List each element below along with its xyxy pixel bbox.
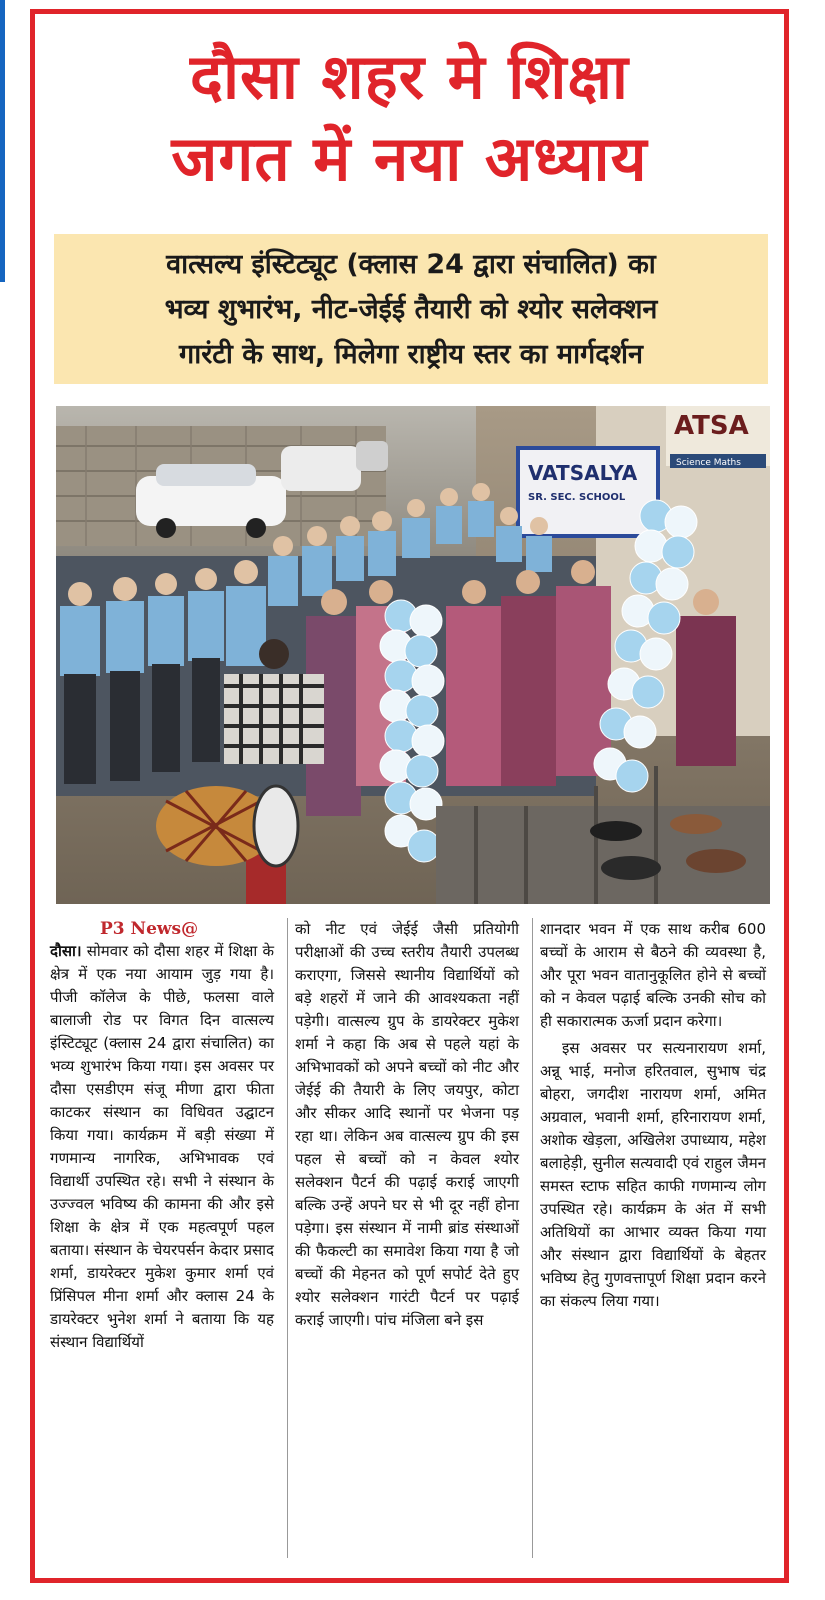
subheadline-line-3: गारंटी के साथ, मिलेगा राष्ट्रीय स्तर का मार्गदर्शन bbox=[179, 339, 643, 370]
article-column-3-para-2: इस अवसर पर सत्यनारायण शर्मा, अन्नू भाई, मनोज हरितवाल, सुभाष चंद्र बोहरा, जगदीश नारायण शर्मा, अमित अग्रवाल, भवानी शर्मा, हरिनारायण शर्मा, अशोक खेड़ला, अखिलेश उपाध्याय, महेश बलाहेड़ी, सुनील सत्यवादी एवं राहुल जैमन समस्त स्टाफ सहित काफी गणमान्य लोग उपस्थित रहे। कार्यक्रम के अंत में सभी अतिथियों का आभार व्यक्त किया गया और संस्थान द्वारा विद्यार्थियों के बेहतर भविष्य हेतु गुणवत्तापूर्ण शिक्षा प्रदान करने का संकल्प लिया गया। bbox=[540, 1039, 766, 1310]
school-sign-name: VATSALYA bbox=[528, 461, 638, 485]
dhol-drum bbox=[156, 786, 298, 866]
subheadline-line-1: वात्सल्य इंस्टिट्यूट (क्लास 24 द्वारा संचालित) का bbox=[166, 249, 656, 280]
article-column-3 bbox=[540, 918, 766, 1313]
article-column-1 bbox=[50, 918, 274, 1354]
left-accent-bar bbox=[0, 0, 5, 282]
article-body bbox=[40, 918, 780, 1568]
article-column-2-text: को नीट एवं जेईई जैसी प्रतियोगी परीक्षाओं की उच्च स्तरीय तैयारी उपलब्ध कराएगा, जिससे स्थानीय विद्यार्थियों को बड़े शहरों में जाने की आवश्यकता नहीं पड़ेगी। वात्सल्य ग्रुप के डायरेक्टर मुकेश शर्मा ने कहा कि अब से पहले यहां के अभिभावकों को अपने बच्चों को नीट और जेईई की तैयारी के लिए जयपुर, कोटा और सीकर आदि स्थानों पर भेजना पड़ रहा था। लेकिन अब वात्सल्य ग्रुप की इस पहल से बच्चों को न केवल श्योर सलेक्शन पैटर्न की पढ़ाई कराई जाएगी बल्कि उन्हें अपने घर से भी दूर नहीं होना पड़ेगा। इस संस्थान में नामी ब्रांड संस्थाओं की फैकल्टी का समावेश किया गया है जो बच्चों की मेहनत को पूर्ण सपोर्ट देते हुए श्योर सलेक्शन गारंटी पैटर्न पर पढ़ाई कराई जाएगी। पांच मंजिला बने इस bbox=[295, 920, 519, 1329]
event-photo bbox=[56, 406, 770, 904]
subheadline-box bbox=[54, 234, 768, 384]
subheadline-line-2: भव्य शुभारंभ, नीट-जेईई तैयारी को श्योर सलेक्शन bbox=[164, 294, 658, 325]
headline-line-1: दौसा शहर मे शिक्षा bbox=[190, 40, 629, 113]
article-column-1-text: सोमवार को दौसा शहर में शिक्षा के क्षेत्र में एक नया आयाम जुड़ गया है। पीजी कॉलेज के पीछे, फलसा वाले बालाजी रोड पर विगत दिन वात्सल्य इंस्टिट्यूट (क्लास 24 द्वारा संचालित) का भव्य शुभारंभ किया गया। इस अवसर पर दौसा एसडीएम संजू मीणा द्वारा फीता काटकर संस्थान का विधिवत उद्घाटन किया गया। कार्यक्रम में बड़ी संख्या में गणमान्य नागरिक, अभिभावक एवं विद्यार्थी उपस्थित रहे। सभी ने संस्थान के उज्ज्वल भविष्य की कामना की और इसे शिक्षा के क्षेत्र में एक महत्वपूर्ण पहल बताया। संस्थान के चेयरपर्सन केदार प्रसाद शर्मा, डायरेक्टर मुकेश कुमार शर्मा एवं प्रिंसिपल मीना शर्मा और क्लास 24 के डायरेक्टर भुनेश शर्मा ने बताया कि यह संस्थान विद्यार्थियों bbox=[50, 942, 274, 1351]
headline-line-2: जगत में नया अध्याय bbox=[171, 122, 648, 195]
sign-right-text: ATSA bbox=[674, 411, 749, 441]
school-sign-sub: SR. SEC. SCHOOL bbox=[528, 492, 626, 503]
article-dateline: दौसा। bbox=[50, 942, 82, 960]
article-column-3-para-1: शानदार भवन में एक साथ करीब 600 बच्चों के आराम से बैठने की व्यवस्था है, और पूरा भवन वातानुकूलित होने से बच्चों को न केवल पढ़ाई बल्कि उनकी सोच को ही सकारात्मक ऊर्जा प्रदान करेगा। bbox=[540, 920, 766, 1030]
article-column-2 bbox=[295, 918, 519, 1332]
sign-right-subtext: Science Maths bbox=[676, 458, 741, 468]
news-credit: P3 News@ bbox=[100, 919, 199, 939]
